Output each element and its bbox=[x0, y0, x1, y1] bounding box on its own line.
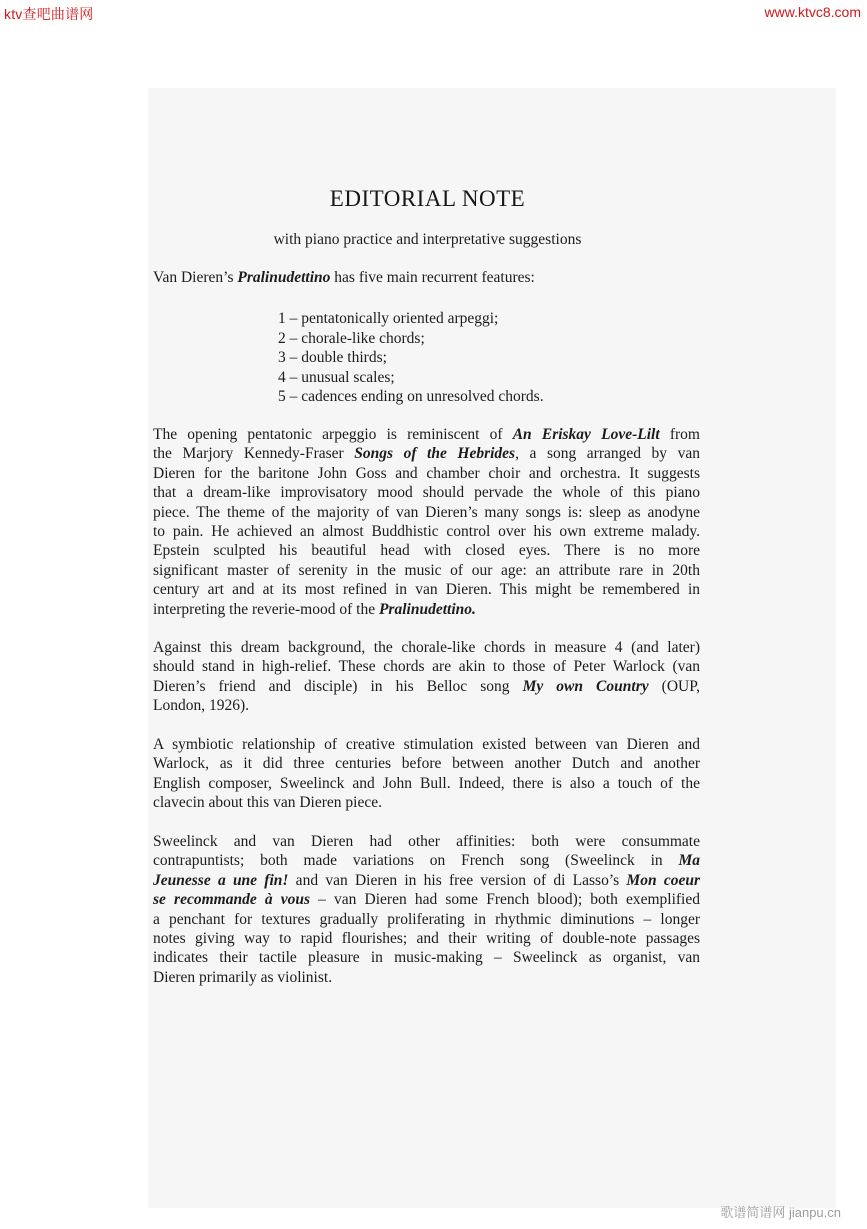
site-watermark-right: www.ktvc8.com bbox=[764, 4, 861, 20]
feature-item: 1 – pentatonically oriented arpeggi; bbox=[278, 310, 499, 327]
text-line bbox=[153, 600, 700, 619]
text-line: should stand in high-relief. These chords are akin to those of Peter Warlock (van bbox=[153, 658, 700, 676]
text-line: clavecin about this van Dieren piece. bbox=[153, 794, 382, 812]
feature-item: 4 – unusual scales; bbox=[278, 368, 395, 386]
feature-item: 5 – cadences ending on unresolved chords. bbox=[278, 388, 544, 405]
feature-item: 2 – chorale-like chords; bbox=[278, 329, 425, 347]
text-line bbox=[153, 444, 700, 463]
paragraph-symbiotic-relationship bbox=[153, 735, 700, 813]
work-title: Jeunesse a une fin! bbox=[153, 871, 289, 889]
work-title: Ma bbox=[678, 852, 700, 870]
feature-item: 3 – double thirds; bbox=[278, 349, 387, 366]
text-line: Dieren primarily as violinist. bbox=[153, 968, 333, 986]
text-run: and van Dieren in his free version of di Lasso’s bbox=[288, 871, 627, 889]
paragraph-affinities bbox=[153, 832, 700, 987]
text-line bbox=[153, 871, 700, 890]
page-subtitle: with piano practice and interpretative suggestions bbox=[273, 231, 582, 248]
work-title: Songs of the Hebrides bbox=[354, 445, 516, 463]
text-run: The opening pentatonic arpeggio is reminiscent of bbox=[153, 426, 513, 443]
text-line: that a dream-like improvisatory mood should pervade the whole of this piano bbox=[153, 484, 700, 502]
intro-work-title: Pralinudettino bbox=[237, 269, 331, 286]
work-title: se recommande à vous bbox=[153, 891, 310, 909]
paragraph-opening-arpeggio bbox=[153, 425, 700, 619]
text-line: to pain. He achieved an almost Buddhistic control over his own extreme malady. bbox=[153, 523, 700, 541]
work-title: My own Country bbox=[522, 677, 649, 695]
text-run: contrapuntists; both made variations on French song (Sweelinck in bbox=[153, 852, 679, 870]
text-line bbox=[153, 425, 700, 444]
text-line: century art and at its most refined in van Dieren. This might be remembered in bbox=[153, 581, 700, 599]
intro-text-after: has five main recurrent features: bbox=[330, 269, 535, 286]
text-line: Sweelinck and van Dieren had other affinities: both were consummate bbox=[153, 833, 700, 850]
text-line: piece. The theme of the majority of van Dieren’s many songs is: sleep as anodyne bbox=[153, 503, 700, 521]
text-line: Epstein sculpted his beautiful head with closed eyes. There is no more bbox=[153, 542, 700, 560]
text-line bbox=[153, 851, 700, 870]
text-run: (OUP, bbox=[648, 677, 700, 695]
text-run: interpreting the reverie-mood of the bbox=[153, 600, 379, 618]
intro-text-before: Van Dieren’s bbox=[153, 269, 238, 286]
text-line: significant master of serenity in the music of our age: an attribute rare in 20th bbox=[153, 561, 700, 579]
text-line: a penchant for textures gradually proliferating in rhythmic diminutions – longer bbox=[153, 910, 700, 928]
features-list bbox=[278, 309, 544, 407]
text-line: Against this dream background, the chorale-like chords in measure 4 (and later) bbox=[153, 639, 700, 656]
text-line: Dieren for the baritone John Goss and chamber choir and orchestra. It suggests bbox=[153, 464, 700, 482]
site-watermark-left: ktv查吧曲谱网 bbox=[4, 6, 94, 22]
text-run: the Marjory Kennedy-Fraser bbox=[153, 445, 355, 463]
text-run: Dieren’s friend and disciple) in his Belloc song bbox=[153, 677, 523, 695]
work-title: Mon coeur bbox=[626, 871, 700, 889]
intro-line bbox=[153, 269, 535, 287]
paragraph-chorale-chords bbox=[153, 638, 700, 716]
page-title: EDITORIAL NOTE bbox=[329, 186, 526, 211]
text-line: Warlock, as it did three centuries before between another Dutch and another bbox=[153, 755, 700, 773]
text-line: A symbiotic relationship of creative stimulation existed between van Dieren and bbox=[153, 736, 700, 753]
work-title: Pralinudettino. bbox=[378, 600, 476, 618]
text-line: London, 1926). bbox=[153, 697, 250, 715]
work-title: An Eriskay Love-Lilt bbox=[512, 426, 660, 443]
text-run: from bbox=[659, 426, 700, 443]
site-watermark-bottom: 歌谱简谱网 jianpu.cn bbox=[720, 1205, 841, 1220]
text-line: notes giving way to rapid flourishes; and their writing of double-note passages bbox=[153, 930, 700, 948]
text-line: English composer, Sweelinck and John Bull. Indeed, there is also a touch of the bbox=[153, 774, 700, 792]
text-line: indicates their tactile pleasure in music-making – Sweelinck as organist, van bbox=[153, 949, 700, 967]
text-line bbox=[153, 890, 700, 909]
text-run: – van Dieren had some French blood); both exemplified bbox=[310, 891, 700, 909]
text-run: , a song arranged by van bbox=[515, 445, 700, 463]
text-line bbox=[153, 677, 700, 696]
